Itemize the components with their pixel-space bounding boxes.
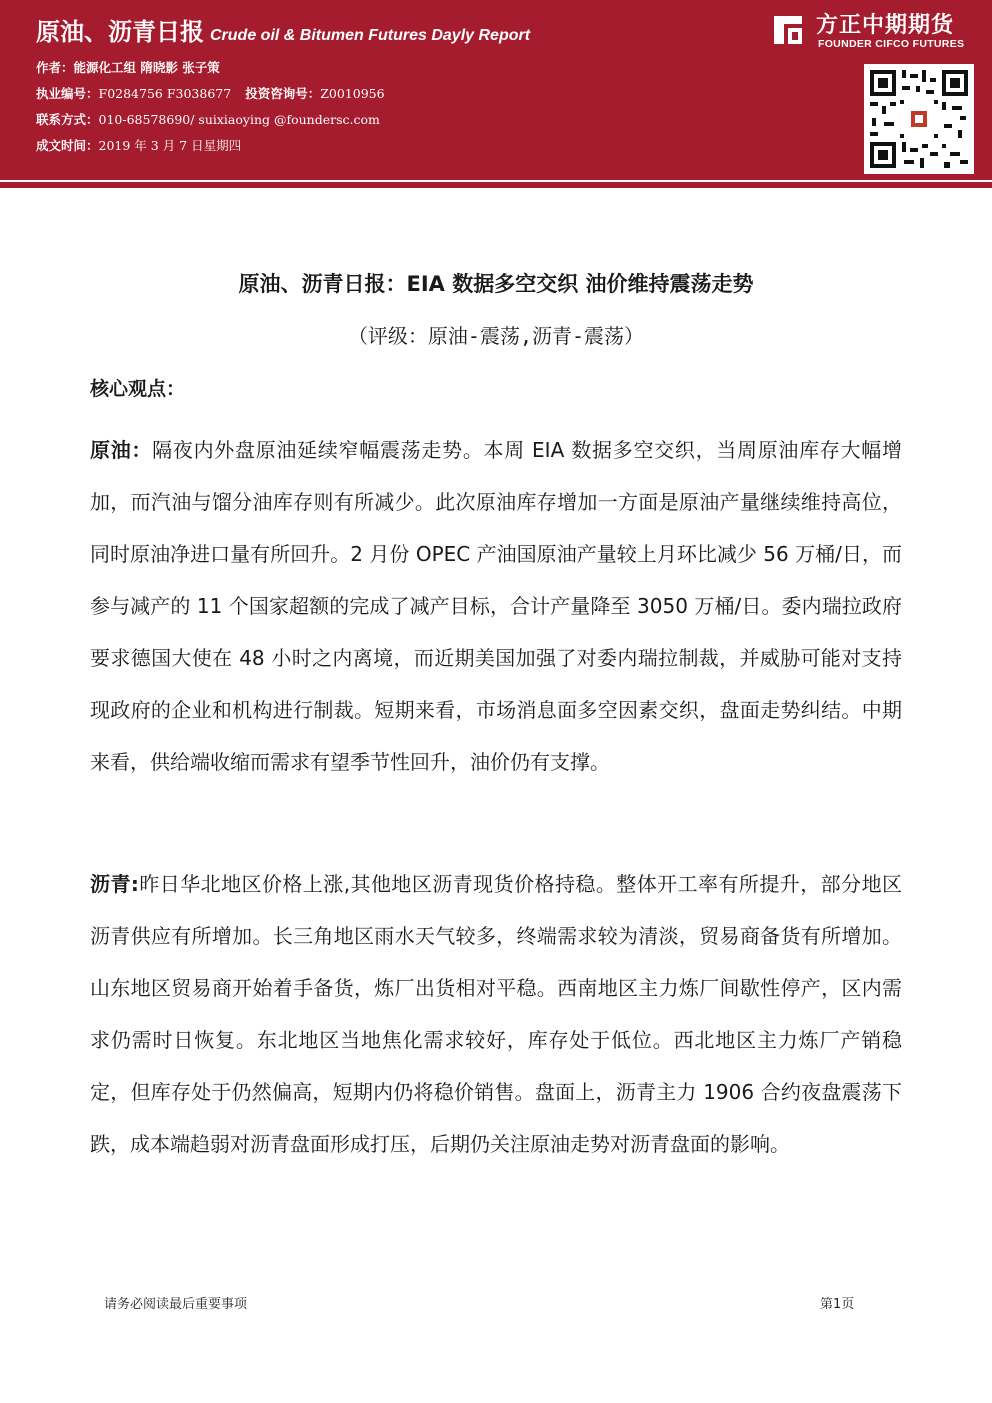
consult-label: 投资咨询号： bbox=[245, 86, 321, 101]
contact-line bbox=[36, 110, 380, 128]
footer-notice: 请务必阅读最后重要事项 bbox=[104, 1297, 248, 1312]
company-name-cn: 方正中期期货 bbox=[816, 13, 955, 38]
license-label: 执业编号： bbox=[36, 86, 99, 101]
document-title: 原油、沥青日报：EIA 数据多空交织 油价维持震荡走势 bbox=[238, 272, 754, 296]
company-logo bbox=[770, 8, 984, 56]
bitumen-text: 昨日华北地区价格上涨,其他地区沥青现货价格持稳。整体开工率有所提升，部分地区沥青供应有所增加。长三角地区雨水天气较多，终端需求较为清淡，贸易商备货有所增加。山东地区贸易商开始着手备货，炼厂出货相对平稳。西南地区主力炼厂间歇性停产，区内需求仍需时日恢复。东北地区当地焦化需求较好，库存处于低位。西北地区主力炼厂产销稳定，但库存处于仍然偏高，短期内仍将稳价销售。盘面上，沥青主力 1906 合约夜盘震荡下跌，成本端趋弱对沥青盘面形成打压，后期仍关注原油走势对沥青盘面的影响。 bbox=[90, 872, 903, 1156]
author-label: 作者： bbox=[36, 60, 74, 75]
report-title-cn: 原油、沥青日报 bbox=[36, 18, 204, 46]
contact-label: 联系方式： bbox=[36, 112, 99, 127]
header-divider bbox=[0, 182, 992, 188]
crude-oil-label: 原油： bbox=[90, 438, 153, 462]
report-header bbox=[0, 0, 992, 180]
report-title-banner bbox=[36, 12, 530, 47]
consult-value: Z0010956 bbox=[320, 86, 385, 101]
license-value: F0284756 F3038677 bbox=[98, 86, 232, 101]
date-line bbox=[36, 136, 241, 154]
author-line bbox=[36, 58, 220, 76]
crude-oil-text: 隔夜内外盘原油延续窄幅震荡走势。本周 EIA 数据多空交织，当周原油库存大幅增加，而汽油与馏分油库存则有所减少。此次原油库存增加一方面是原油产量继续维持高位，同时原油净进口量有所回升。2 月份 OPEC 产油国原油产量较上月环比减少 56 万桶/日，而参与减产的 11 个国家超额的完成了减产目标，合计产量降至 3050 万桶/日。委内瑞拉政府要求德国大使在 48 小时之内离境，而近期美国加强了对委内瑞拉制裁，并威胁可能对支持现政府的企业和机构进行制裁。短期来看，市场消息面多空因素交织，盘面走势纠结。中期来看，供给端收缩而需求有望季节性回升，油价仍有支撑。 bbox=[90, 438, 902, 774]
page-number: 第1页 bbox=[820, 1297, 855, 1312]
report-title-en: Crude oil & Bitumen Futures Dayly Report bbox=[210, 27, 531, 44]
founder-logo-icon bbox=[770, 12, 806, 48]
bitumen-paragraph bbox=[90, 858, 902, 1170]
license-line bbox=[36, 84, 385, 102]
crude-oil-paragraph bbox=[90, 424, 902, 788]
date-label: 成文时间： bbox=[36, 138, 99, 153]
rating-line: （评级：原油-震荡,沥青-震荡） bbox=[347, 324, 645, 348]
bitumen-label: 沥青: bbox=[90, 872, 139, 896]
qr-code-icon bbox=[864, 64, 974, 174]
date-value: 2019 年 3 月 7 日星期四 bbox=[98, 138, 242, 153]
contact-value: 010-68578690/ suixiaoying @foundersc.com bbox=[98, 112, 380, 127]
author-value: 能源化工组 隋晓影 张子策 bbox=[73, 60, 220, 75]
section-heading: 核心观点： bbox=[90, 378, 186, 400]
company-name-en: FOUNDER CIFCO FUTURES bbox=[818, 38, 965, 50]
